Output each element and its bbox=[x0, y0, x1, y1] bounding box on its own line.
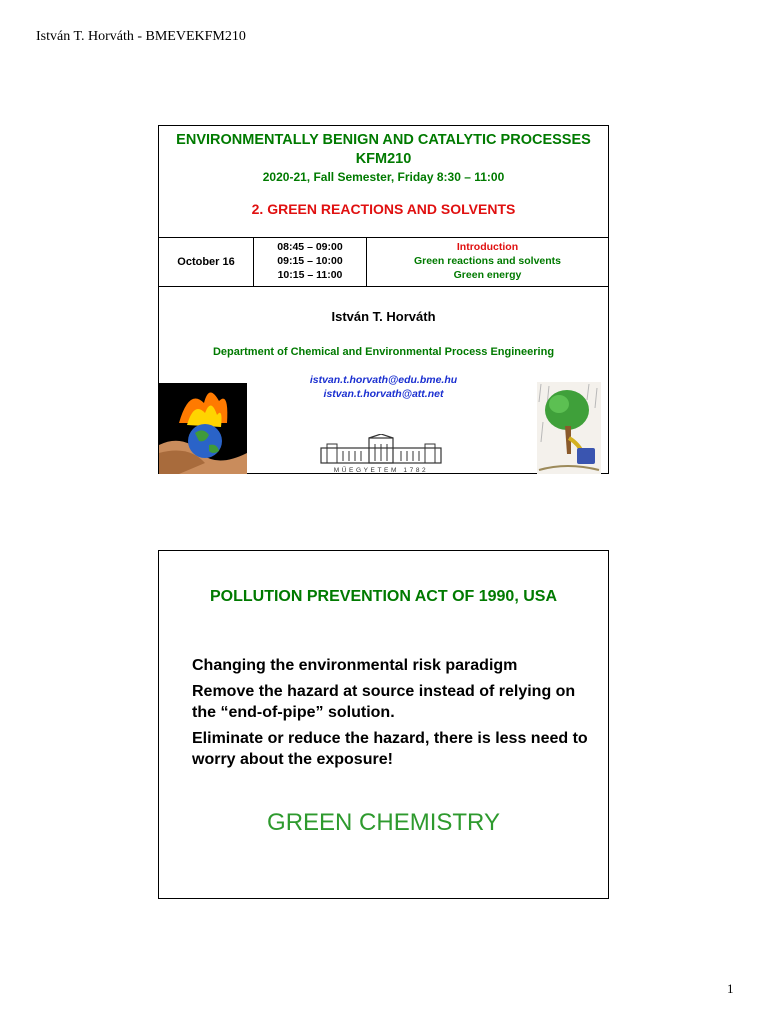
schedule-times bbox=[254, 238, 367, 286]
earth-in-hands-image bbox=[159, 383, 247, 474]
email-link[interactable]: istvan.t.horvath@edu.bme.hu bbox=[309, 374, 458, 386]
logo-caption: MŰEGYETEM 1782 bbox=[333, 467, 429, 474]
body-paragraph: Remove the hazard at source instead of relying on the “end-of-pipe” solution. bbox=[192, 683, 576, 721]
department-name: Department of Chemical and Environmental Process Engineering bbox=[212, 346, 555, 358]
schedule-table bbox=[159, 237, 608, 287]
tree-image bbox=[537, 382, 601, 474]
page-number: 1 bbox=[727, 981, 734, 996]
schedule-topics bbox=[367, 238, 608, 288]
university-logo bbox=[317, 434, 445, 474]
schedule-topic: Introduction bbox=[456, 241, 519, 253]
schedule-time: 10:15 – 11:00 bbox=[277, 269, 343, 281]
slide-1 bbox=[158, 125, 609, 474]
slide-title: POLLUTION PREVENTION ACT OF 1990, USA bbox=[209, 588, 557, 605]
schedule-topic: Green energy bbox=[453, 269, 522, 281]
body-paragraph: Changing the environmental risk paradigm bbox=[192, 657, 518, 674]
semester-info: 2020-21, Fall Semester, Friday 8:30 – 11:00 bbox=[262, 170, 505, 184]
author-name: István T. Horváth bbox=[331, 309, 436, 324]
slide-2 bbox=[158, 550, 609, 899]
schedule-topic: Green reactions and solvents bbox=[413, 255, 562, 267]
schedule-time: 09:15 – 10:00 bbox=[277, 255, 343, 267]
email-link[interactable]: istvan.t.horvath@att.net bbox=[323, 388, 444, 400]
page-header: István T. Horváth - BMEVEKFM210 bbox=[36, 29, 246, 44]
schedule-date: October 16 bbox=[159, 238, 254, 286]
lecture-title: 2. GREEN REACTIONS AND SOLVENTS bbox=[251, 201, 516, 217]
course-code: KFM210 bbox=[355, 151, 412, 167]
slide-body bbox=[192, 655, 592, 775]
body-paragraph: Eliminate or reduce the hazard, there is less need to worry about the exposure! bbox=[192, 730, 588, 768]
schedule-time: 08:45 – 09:00 bbox=[277, 241, 343, 253]
course-title: ENVIRONMENTALLY BENIGN AND CATALYTIC PROCESSES bbox=[176, 132, 591, 148]
green-chemistry-heading: GREEN CHEMISTRY bbox=[267, 809, 500, 836]
